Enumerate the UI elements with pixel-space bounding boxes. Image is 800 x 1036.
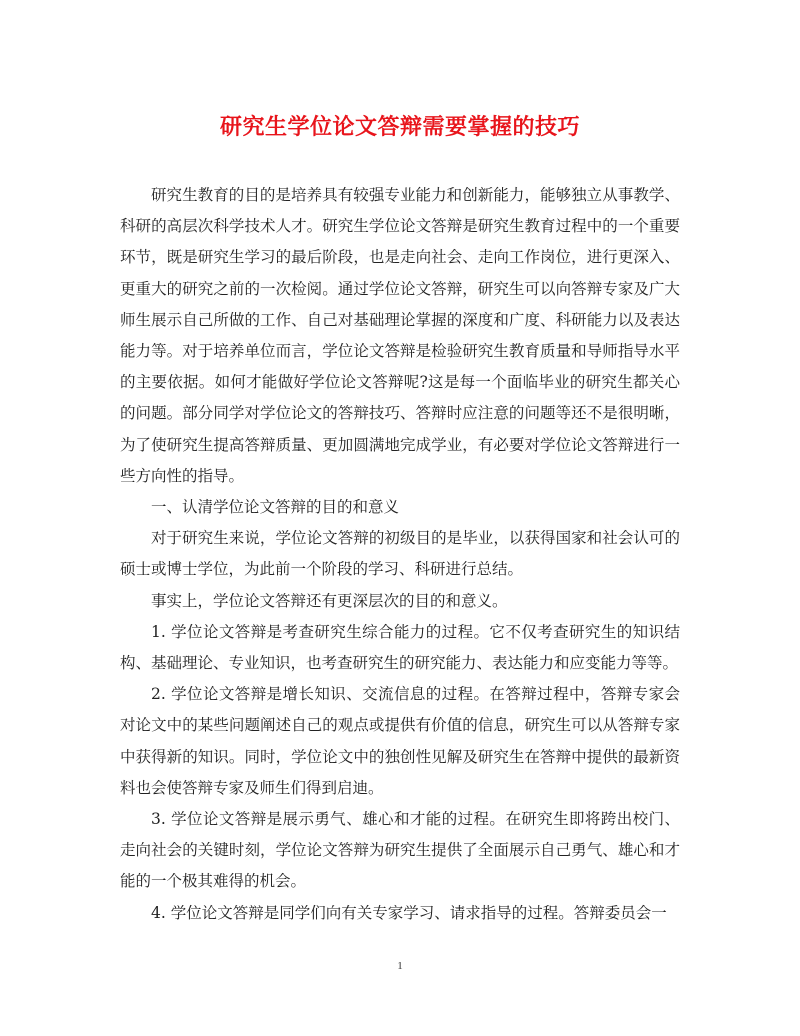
- document-body: [120, 180, 680, 929]
- paragraph: 事实上，学位论文答辩还有更深层次的目的和意义。: [151, 591, 508, 610]
- section-heading: 一、认清学位论文答辩的目的和意义: [151, 498, 400, 517]
- paragraph: 对于研究生来说，学位论文答辩的初级目的是毕业，以获得国家和社会认可的硕士或博士学位，为此前一个阶段的学习、科研进行总结。: [120, 529, 680, 579]
- list-item: 1. 学位论文答辩是考查研究生综合能力的过程。它不仅考查研究生的知识结构、基础理论、专业知识，也考查研究生的研究能力、表达能力和应变能力等等。: [120, 622, 680, 673]
- list-item: 4. 学位论文答辩是同学们向有关专家学习、请求指导的过程。答辩委员会一: [151, 903, 667, 922]
- document-title: 研究生学位论文答辩需要掌握的技巧: [219, 114, 580, 140]
- paragraph-intro: 研究生教育的目的是培养具有较强专业能力和创新能力，能够独立从事教学、科研的高层次科学技术人才。研究生学位论文答辩是研究生教育过程中的一个重要环节，既是研究生学习的最后阶段，也是走向社会、走向工作岗位，进行更深入、更重大的研究之前的一次检阅。通过学位论文答辩，研究生可以向答辩专家及广大师生展示自己所做的工作、自己对基础理论掌握的深度和广度、科研能力以及表达能力等。对于培养单位而言，学位论文答辩是检验研究生教育质量和导师指导水平的主要依据。如何才能做好学位论文答辩呢?这是每一个面临毕业的研究生都关心的问题。部分同学对学位论文的答辩技巧、答辩时应注意的问题等还不是很明晰，为了使研究生提高答辩质量、更加圆满地完成学业，有必要对学位论文答辩进行一些方向性的指导。: [120, 186, 680, 485]
- page-number: 1: [397, 960, 403, 972]
- list-item: 3. 学位论文答辩是展示勇气、雄心和才能的过程。在研究生即将跨出校门、走向社会的关键时刻，学位论文答辩为研究生提供了全面展示自己勇气、雄心和才能的一个极其难得的机会。: [120, 810, 680, 891]
- list-item: 2. 学位论文答辩是增长知识、交流信息的过程。在答辩过程中，答辩专家会对论文中的某些问题阐述自己的观点或提供有价值的信息，研究生可以从答辩专家中获得新的知识。同时，学位论文中的独创性见解及研究生在答辩中提供的最新资料也会使答辩专家及师生们得到启迪。: [120, 685, 680, 797]
